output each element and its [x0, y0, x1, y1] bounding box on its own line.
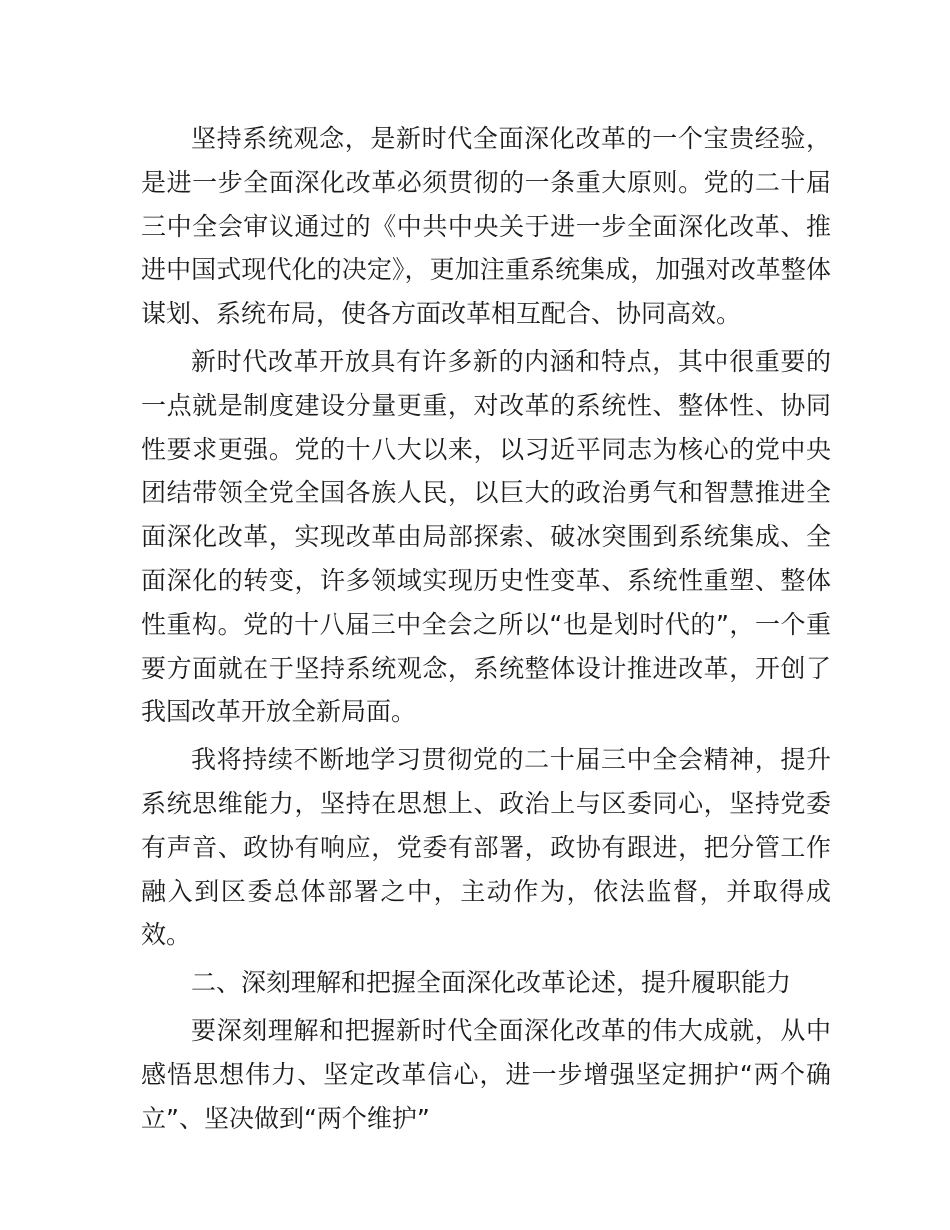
paragraph-new-era-reform: 新时代改革开放具有许多新的内涵和特点，其中很重要的一点就是制度建设分量更重，对改革的系统性、整体性、协同性要求更强。党的十八大以来，以习近平同志为核心的党中央团结带领全党全国各族人民，以巨大的政治勇气和智慧推进全面深化改革，实现改革由局部探索、破冰突围到系统集成、全面深化的转变，许多领域实现历史性变革、系统性重塑、整体性重构。党的十八届三中全会之所以“也是划时代的”，一个重要方面就在于坚持系统观念，系统整体设计推进改革，开创了我国改革开放全新局面。 — [141, 346, 831, 727]
document-body — [141, 117, 831, 1144]
section-heading-two: 二、深刻理解和把握全面深化改革论述，提升履职能力 — [191, 968, 792, 998]
paragraph-system-concept: 坚持系统观念，是新时代全面深化改革的一个宝贵经验，是进一步全面深化改革必须贯彻的一条重大原则。党的二十届三中全会审议通过的《中共中央关于进一步全面深化改革、推进中国式现代化的决定》，更加注重系统集成，加强对改革整体谋划、系统布局，使各方面改革相互配合、协同高效。 — [141, 124, 831, 329]
paragraph-understand-reform: 要深刻理解和把握新时代全面深化改革的伟大成就，从中感悟思想伟力、坚定改革信心，进一步增强坚定拥护“两个确立”、坚决做到“两个维护” — [141, 1015, 831, 1133]
paragraph-personal-commitment: 我将持续不断地学习贯彻党的二十届三中全会精神，提升系统思维能力，坚持在思想上、政治上与区委同心，坚持党委有声音、政协有响应，党委有部署，政协有跟进，把分管工作融入到区委总体部署之中，主动作为，依法监督，并取得成效。 — [141, 745, 831, 950]
